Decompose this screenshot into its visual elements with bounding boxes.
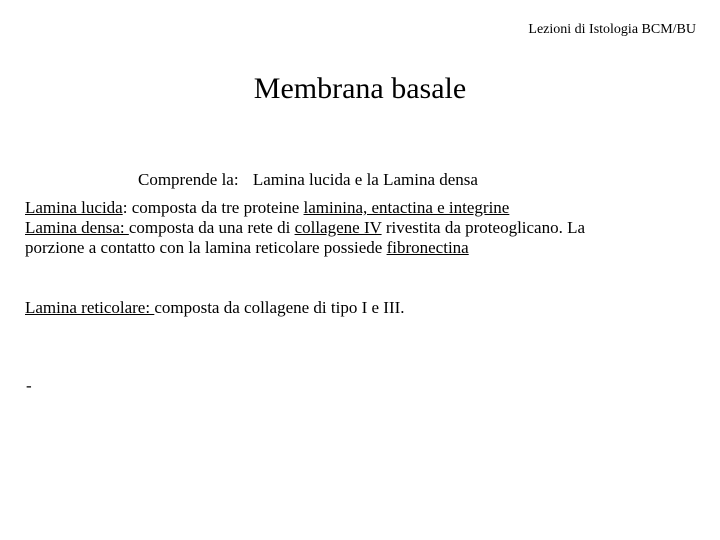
lamina-lucida-term: Lamina lucida <box>25 198 123 217</box>
lamina-densa-desc-1: composta da una rete di <box>128 218 295 237</box>
lamina-lucida-line <box>25 198 705 218</box>
intro-lead: Comprende la: <box>138 170 239 189</box>
bullet-dash: - <box>26 376 32 395</box>
lamina-reticolare-block <box>25 298 705 318</box>
intro-rest: Lamina lucida e la Lamina densa <box>252 170 478 189</box>
lamina-reticolare-line <box>25 298 705 318</box>
slide-title: Membrana basale <box>253 72 467 105</box>
lamina-lucida-desc: : composta da tre proteine <box>122 198 304 217</box>
lamina-reticolare-term: Lamina reticolare: <box>25 298 155 317</box>
lamina-lucida-proteins: laminina, entactina e integrine <box>303 198 510 217</box>
lamina-definitions <box>25 198 705 258</box>
lamina-densa-desc-2: rivestita da proteoglicano. La <box>381 218 586 237</box>
lamina-densa-desc-3: porzione a contatto con la lamina reticolare possiede <box>25 238 387 257</box>
lamina-densa-line-2 <box>25 238 705 258</box>
lamina-reticolare-desc: composta da collagene di tipo I e III. <box>154 298 405 317</box>
lamina-densa-collagen: collagene IV <box>294 218 382 237</box>
lamina-densa-term: Lamina densa: <box>25 218 129 237</box>
lamina-densa-fibronectin: fibronectina <box>386 238 469 257</box>
intro-line <box>138 170 478 190</box>
slide-header: Lezioni di Istologia BCM/BU <box>528 22 696 37</box>
lamina-densa-line-1 <box>25 218 705 238</box>
